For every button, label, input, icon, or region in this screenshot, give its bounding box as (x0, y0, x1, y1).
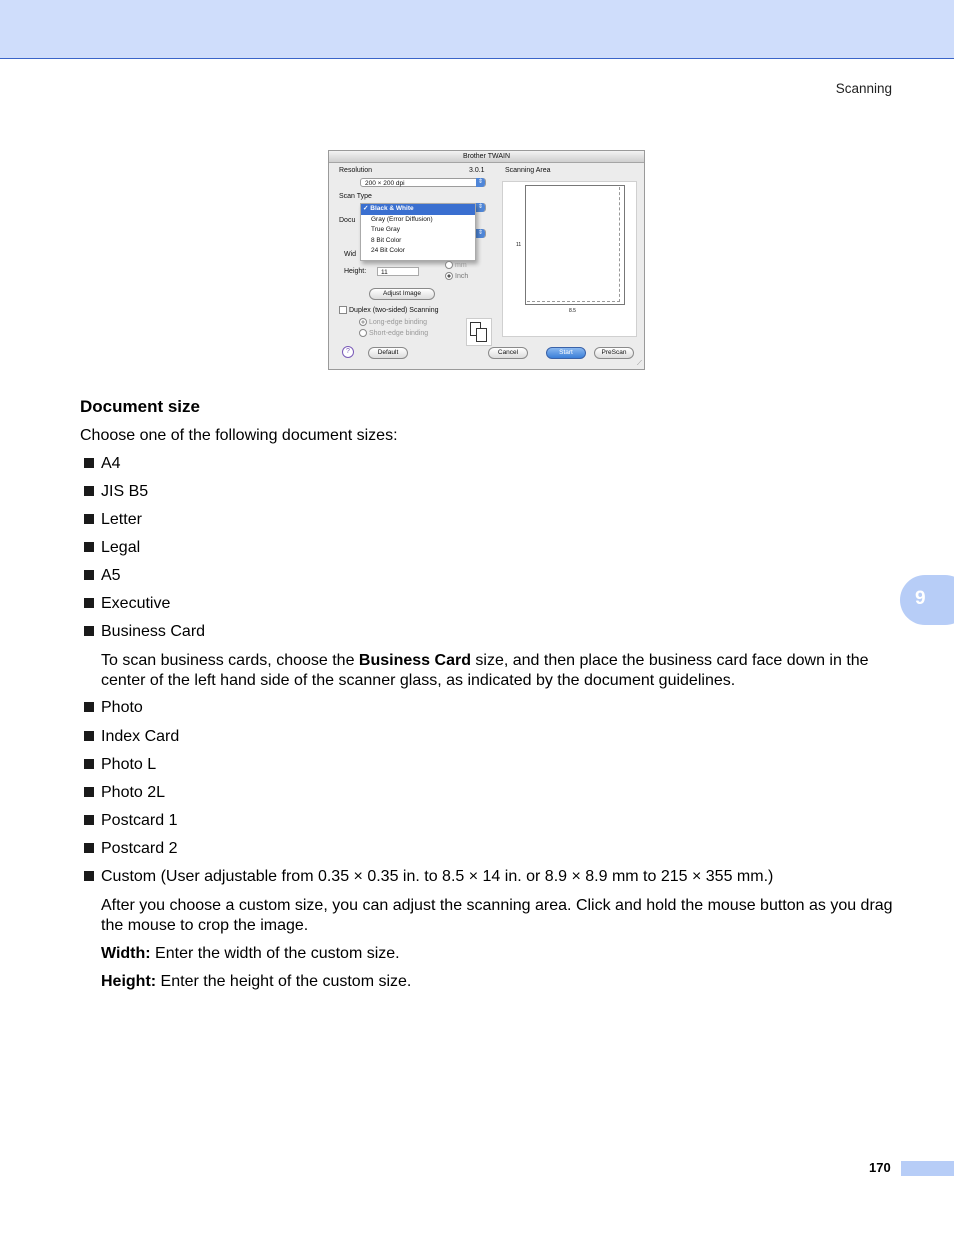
start-button[interactable]: Start (546, 347, 586, 359)
height-field[interactable]: 11 (377, 267, 419, 276)
list-item: Business Card (84, 623, 205, 641)
long-edge-radio[interactable]: Long-edge binding (359, 318, 427, 326)
scan-page-outline (525, 185, 625, 305)
bullet-square-icon (84, 871, 94, 881)
height-label: Height: (344, 268, 367, 275)
unit-inch-radio[interactable]: Inch (445, 272, 468, 280)
duplex-pages-icon (466, 318, 492, 346)
bullet-square-icon (84, 598, 94, 608)
page-number: 170 (869, 1160, 891, 1175)
bullet-square-icon (84, 702, 94, 712)
bullet-square-icon (84, 514, 94, 524)
list-item: Index Card (84, 728, 179, 746)
default-button[interactable]: Default (368, 347, 408, 359)
bullet-square-icon (84, 731, 94, 741)
bullet-square-icon (84, 787, 94, 797)
short-edge-radio[interactable]: Short-edge binding (359, 329, 428, 337)
custom-size-note: After you choose a custom size, you can adjust the scanning area. Click and hold the mouse button as you drag the mouse to crop the image. (101, 897, 893, 934)
list-item: Legal (84, 539, 140, 557)
bullet-square-icon (84, 843, 94, 853)
scanning-area-label: Scanning Area (505, 167, 551, 174)
chapter-tab (900, 575, 954, 625)
select-arrows-icon: ⇕ (477, 230, 484, 236)
document-size-label: Docu (339, 217, 356, 224)
ruler-height-label: 11 (516, 242, 522, 248)
bullet-square-icon (84, 815, 94, 825)
resolution-label: Resolution (339, 167, 373, 174)
list-item: JIS B5 (84, 483, 148, 501)
resolution-select[interactable] (360, 178, 486, 187)
scan-type-option[interactable]: 24 Bit Color (371, 247, 405, 254)
width-description: Width: Enter the width of the custom size. (101, 945, 400, 962)
list-item: Letter (84, 511, 142, 529)
adjust-image-button[interactable]: Adjust Image (369, 288, 435, 300)
unit-mm-radio[interactable]: mm (445, 261, 467, 269)
scan-type-label: Scan Type (339, 193, 372, 200)
height-description: Height: Enter the height of the custom size. (101, 973, 412, 990)
list-item: A4 (84, 455, 121, 473)
bullet-square-icon (84, 542, 94, 552)
scan-type-option[interactable]: True Gray (371, 226, 401, 233)
prescan-button[interactable]: PreScan (594, 347, 634, 359)
chapter-number: 9 (915, 588, 926, 609)
scan-type-option[interactable]: Gray (Error Diffusion) (371, 215, 433, 223)
list-item: Photo (84, 699, 143, 717)
select-arrows-icon: ⇕ (477, 204, 484, 210)
duplex-checkbox[interactable]: Duplex (two-sided) Scanning (339, 306, 439, 314)
cancel-button[interactable]: Cancel (488, 347, 528, 359)
width-label: Wid (344, 251, 357, 258)
scan-type-option-selected[interactable]: ✓ Black & White (361, 204, 475, 215)
list-item: Photo L (84, 756, 156, 774)
bullet-square-icon (84, 626, 94, 636)
list-item: Custom (User adjustable from 0.35 × 0.35 in. to 8.5 × 14 in. or 8.9 × 8.9 mm to 215 × 355 mm.) (84, 868, 773, 886)
bullet-square-icon (84, 458, 94, 468)
bullet-square-icon (84, 570, 94, 580)
dialog-title: Brother TWAIN (329, 151, 644, 163)
page-number-bar (901, 1161, 954, 1176)
select-arrows-icon: ⇕ (477, 179, 484, 185)
bullet-square-icon (84, 486, 94, 496)
section-heading: Document size (80, 397, 200, 416)
list-item: Photo 2L (84, 784, 165, 802)
intro-text: Choose one of the following document sizes: (80, 427, 398, 444)
scan-region-outline (527, 187, 620, 302)
resize-grip-icon[interactable]: ⟋ (637, 360, 642, 367)
scan-type-option[interactable]: 8 Bit Color (371, 236, 402, 244)
twain-dialog (328, 150, 645, 370)
header-band (0, 0, 954, 59)
scanning-area-preview[interactable] (502, 181, 637, 337)
list-item: Postcard 2 (84, 840, 177, 858)
bullet-square-icon (84, 759, 94, 769)
resolution-value: 200 × 200 dpi (365, 180, 405, 187)
scan-type-menu (360, 203, 476, 261)
business-card-note: To scan business cards, choose the Business Card size, and then place the business card face down in the center of the left hand side of the scanner glass, as indicated by the document guidelines. (101, 652, 869, 689)
help-icon[interactable]: ? (342, 346, 354, 358)
version-label: 3.0.1 (469, 167, 485, 174)
list-item: A5 (84, 567, 121, 585)
list-item: Postcard 1 (84, 812, 177, 830)
ruler-width-label: 8.5 (569, 308, 576, 314)
list-item: Executive (84, 595, 170, 613)
section-label: Scanning (835, 81, 892, 96)
